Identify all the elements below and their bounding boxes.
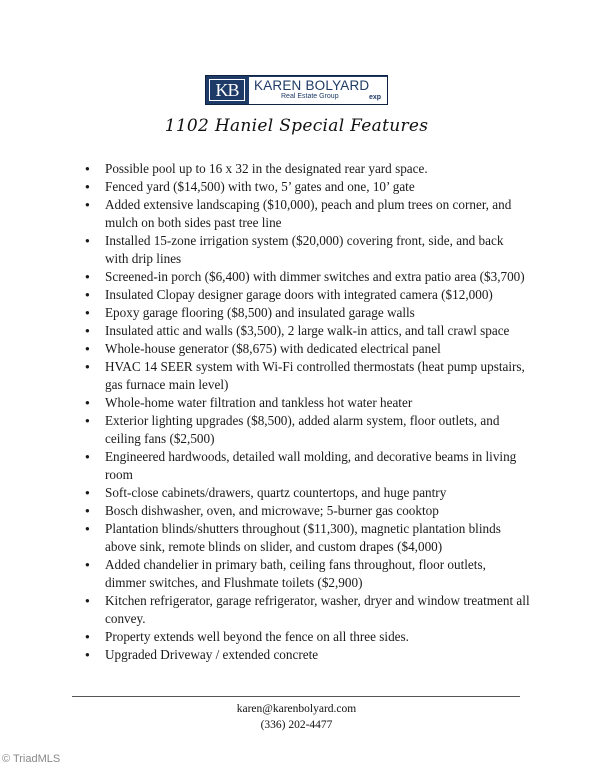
logo-initials: KB: [209, 79, 245, 101]
list-item: ● Property extends well beyond the fence on all three sides.: [85, 628, 530, 646]
list-item: ● Whole-home water filtration and tankless hot water heater: [85, 394, 530, 412]
footer-divider: [72, 696, 520, 697]
page-title: 1102 Haniel Special Features: [164, 116, 429, 136]
list-item: ● Screened-in porch ($6,400) with dimmer switches and extra patio area ($3,700): [85, 268, 530, 286]
company-logo: [205, 75, 388, 105]
list-item: ● Epoxy garage flooring ($8,500) and insulated garage walls: [85, 304, 530, 322]
list-item: ● Engineered hardwoods, detailed wall molding, and decorative beams in living room: [85, 448, 530, 484]
list-item: ● Fenced yard ($14,500) with two, 5’ gates and one, 10’ gate: [85, 178, 530, 196]
feature-list: [85, 160, 530, 664]
logo-subtitle: Real Estate Group: [281, 93, 339, 100]
footer-phone: (336) 202-4477: [260, 719, 333, 731]
logo-text-panel: [249, 77, 387, 104]
list-item: ● Added chandelier in primary bath, ceiling fans throughout, floor outlets, dimmer switches, and Flushmate toilets ($2,900): [85, 556, 530, 592]
list-item: ● Exterior lighting upgrades ($8,500), added alarm system, floor outlets, and ceiling fans ($2,500): [85, 412, 530, 448]
list-item: ● Installed 15-zone irrigation system ($20,000) covering front, side, and back with drip lines: [85, 232, 530, 268]
list-item: ● Upgraded Driveway / extended concrete: [85, 646, 530, 664]
footer-email[interactable]: karen@karenbolyard.com: [236, 703, 357, 715]
list-item: ● HVAC 14 SEER system with Wi-Fi controlled thermostats (heat pump upstairs, gas furnace main level): [85, 358, 530, 394]
mls-watermark: © TriadMLS: [2, 753, 61, 765]
list-item: ● Whole-house generator ($8,675) with dedicated electrical panel: [85, 340, 530, 358]
list-item: ● Possible pool up to 16 x 32 in the designated rear yard space.: [85, 160, 530, 178]
list-item: ● Kitchen refrigerator, garage refrigerator, washer, dryer and window treatment all convey.: [85, 592, 530, 628]
list-item: ● Bosch dishwasher, oven, and microwave; 5-burner gas cooktop: [85, 502, 530, 520]
list-item: ● Insulated Clopay designer garage doors with integrated camera ($12,000): [85, 286, 530, 304]
list-item: ● Added extensive landscaping ($10,000), peach and plum trees on corner, and mulch on both sides past tree line: [85, 196, 530, 232]
list-item: ● Soft-close cabinets/drawers, quartz countertops, and huge pantry: [85, 484, 530, 502]
list-item: ● Insulated attic and walls ($3,500), 2 large walk-in attics, and tall crawl space: [85, 322, 530, 340]
logo-brand-mark: exp: [369, 94, 382, 101]
list-item: ● Plantation blinds/shutters throughout ($11,300), magnetic plantation blinds above sink, remote blinds on slider, and custom drapes ($4,000): [85, 520, 530, 556]
logo-company-name: KAREN BOLYARD: [254, 78, 370, 93]
